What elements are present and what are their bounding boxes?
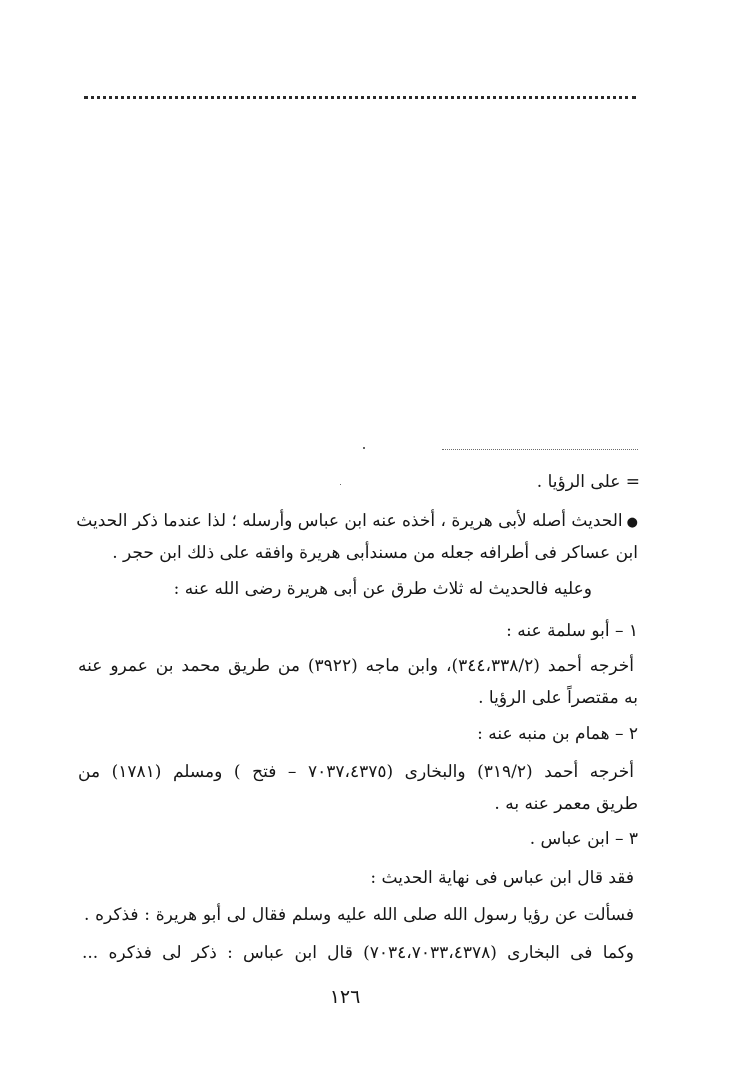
list-item-heading bbox=[78, 827, 638, 851]
paragraph-line bbox=[78, 654, 634, 678]
footnote-text: أخرجه أحمد (٣١٩/٢) والبخارى (٧٠٣٧،٤٣٧٥ – فتح ) ومسلم (١٧٨١) من bbox=[78, 762, 634, 782]
footnote-text: وكما فى البخارى (٧٠٣٤،٧٠٣٣،٤٣٧٨) قال ابن عباس : ذكر لى فذكره ... bbox=[82, 943, 634, 963]
footnote-separator bbox=[442, 449, 638, 450]
footnote-text: أخرجه أحمد (٣٤٤،٣٣٨/٢)، وابن ماجه (٣٩٢٢) من طريق محمد بن عمرو عنه bbox=[78, 656, 634, 676]
footnote-text: ابن عساكر فى أطرافه جعله من مسندأبى هريرة وافقه على ذلك ابن حجر . bbox=[112, 543, 638, 563]
continuation-line bbox=[78, 470, 640, 494]
footnote-text: طريق معمر عنه به . bbox=[494, 794, 638, 814]
paragraph-line bbox=[78, 541, 638, 565]
footnote-text: ١ – أبو سلمة عنه : bbox=[506, 621, 638, 641]
paragraph-line bbox=[78, 509, 638, 535]
paragraph-line bbox=[78, 686, 638, 710]
footnote-text: فسألت عن رؤيا رسول الله صلى الله عليه وسلم فقال لى أبو هريرة : فذكره . bbox=[84, 905, 634, 925]
bullet-icon: ● bbox=[626, 515, 638, 530]
footnote-text: وعليه فالحديث له ثلاث طرق عن أبى هريرة رضى الله عنه : bbox=[173, 579, 592, 599]
page-number: ١٢٦ bbox=[329, 986, 361, 1008]
footnote-text: فقد قال ابن عباس فى نهاية الحديث : bbox=[370, 868, 634, 888]
paragraph-line bbox=[78, 577, 592, 601]
list-item-heading bbox=[78, 619, 638, 643]
paragraph-line bbox=[78, 760, 634, 784]
footnote-text: ٣ – ابن عباس . bbox=[529, 829, 638, 849]
ink-speck bbox=[363, 447, 365, 449]
footnote-text: ٢ – همام بن منبه عنه : bbox=[477, 724, 638, 744]
paragraph-line bbox=[84, 903, 634, 927]
paragraph-line bbox=[78, 792, 638, 816]
footnote-text: الحديث أصله لأبى هريرة ، أخذه عنه ابن عباس وأرسله ؛ لذا عندما ذكر الحديث bbox=[76, 511, 623, 531]
paragraph-line bbox=[82, 941, 634, 965]
footnote-text: = على الرؤيا . bbox=[536, 472, 640, 492]
paragraph-line bbox=[78, 866, 634, 890]
list-item-heading bbox=[78, 722, 638, 746]
footnote-text: به مقتصراً على الرؤيا . bbox=[478, 688, 638, 708]
dotted-separator bbox=[84, 96, 636, 99]
